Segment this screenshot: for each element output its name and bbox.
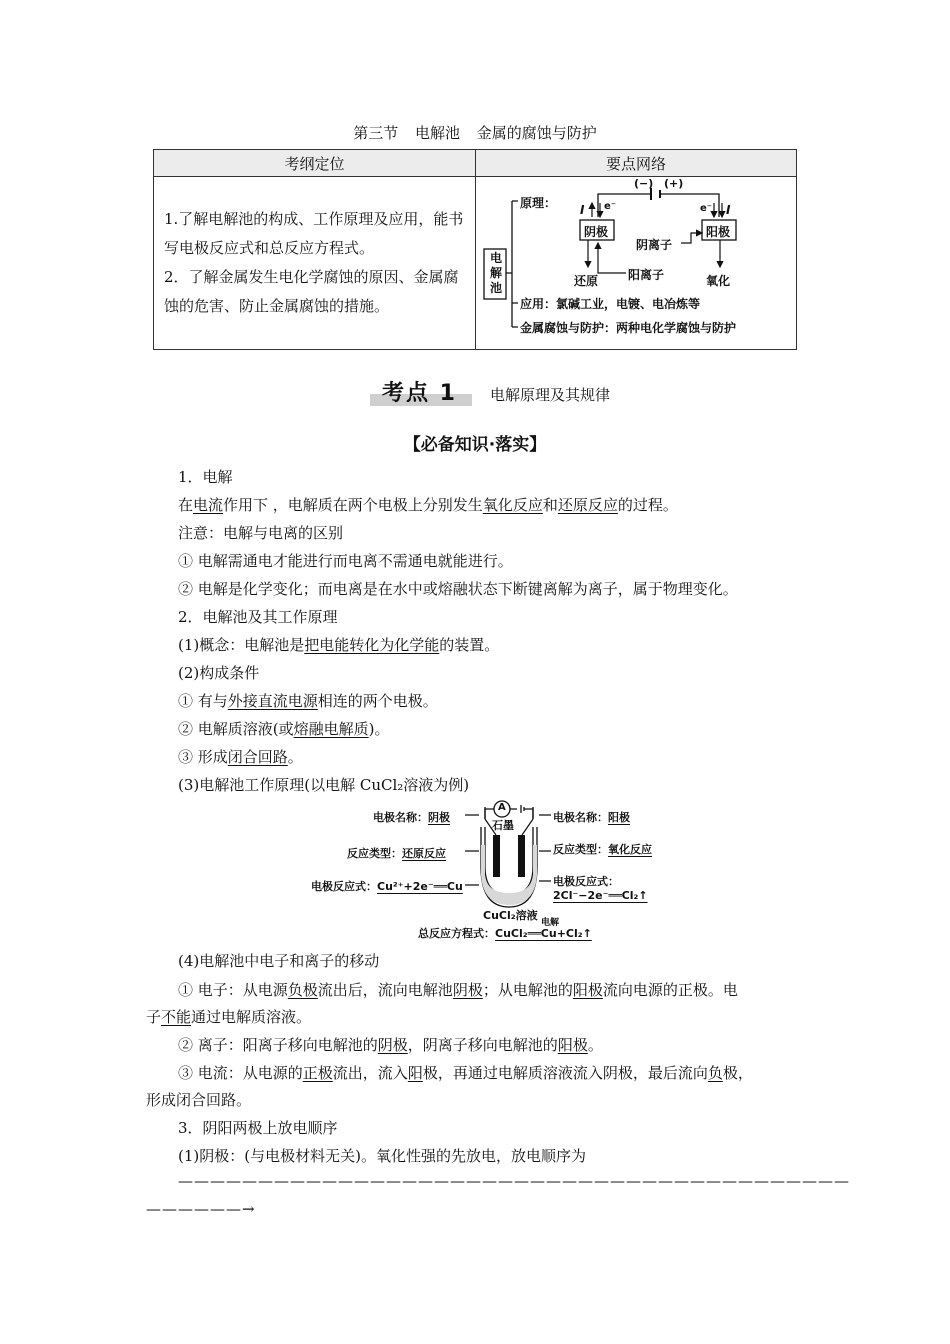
blank-answer: 不能 xyxy=(161,1008,192,1026)
section-number: 第三节 xyxy=(353,124,399,142)
text: ② 电解质溶液(或 xyxy=(178,720,294,738)
text: )。 xyxy=(368,720,390,738)
conditions-heading: (2)构成条件 xyxy=(178,664,260,682)
blank-answer: 外接直流电源 xyxy=(227,692,318,710)
blank-answer: 阴极 xyxy=(452,981,483,999)
note-line: 注意：电解与电离的区别 xyxy=(178,524,344,542)
text: 极， xyxy=(722,1064,753,1082)
note-2: ② 电解是化学变化；而电离是在水中或熔融状态下断键离解为离子，属于物理变化。 xyxy=(178,580,738,598)
topic-electrolysis: 电解池 xyxy=(414,124,460,142)
blank-answer: 负 xyxy=(707,1064,723,1082)
cation-label: 阳离子 xyxy=(628,268,665,282)
cathode-equation: Cu²⁺+2e⁻══Cu xyxy=(377,880,463,893)
text: 子 xyxy=(146,1008,162,1026)
positive-terminal: (+) xyxy=(664,177,684,190)
right-type-line xyxy=(553,841,652,857)
right-name-line xyxy=(553,809,630,825)
blank-answer: 电流 xyxy=(193,496,224,514)
topic-corrosion: 金属的腐蚀与防护 xyxy=(476,124,597,142)
blank-answer: 闭合回路 xyxy=(227,748,288,766)
condition-3 xyxy=(178,746,303,767)
text: 的过程。 xyxy=(617,496,678,514)
total-equation-line xyxy=(418,925,592,941)
application-label: 应用：氯碱工业，电镀、电冶炼等 xyxy=(520,297,701,311)
total-equation: CuCl₂══Cu+Cl₂↑ xyxy=(495,927,592,940)
electrolysis-figure xyxy=(305,797,675,947)
condition-2 xyxy=(178,718,390,739)
anode-equation-text: 2Cl⁻−2e⁻══Cl₂↑ xyxy=(553,889,648,902)
current-left: I xyxy=(580,203,585,217)
anode-name: 阳极 xyxy=(608,811,630,824)
cathode-box: 阴极 xyxy=(584,225,609,239)
syllabus-cell xyxy=(154,177,476,350)
anode-equation xyxy=(553,889,648,902)
label: 总反应方程式： xyxy=(418,927,495,940)
text: 流出，流入 xyxy=(332,1064,408,1082)
blank-answer: 负极 xyxy=(287,981,318,999)
electron-left: e⁻ xyxy=(604,201,617,212)
outline-table xyxy=(153,149,797,350)
text: 。 xyxy=(587,1036,603,1054)
cathode-order-line: (1)阴极：(与电极材料无关)。氧化性强的先放电，放电顺序为 xyxy=(178,1147,586,1165)
current-line-2: 形成闭合回路。 xyxy=(146,1091,252,1109)
text: (1)概念：电解池是 xyxy=(178,636,305,654)
kaodian-title: 电解原理及其规律 xyxy=(490,386,611,404)
oxidation-reaction: 氧化反应 xyxy=(608,843,652,856)
text: ；从电解池的 xyxy=(482,981,573,999)
reduction-reaction: 还原反应 xyxy=(402,847,446,860)
text: 和 xyxy=(542,496,558,514)
header-syllabus: 考纲定位 xyxy=(154,150,476,177)
label: 电极名称： xyxy=(373,811,428,824)
note-1: ① 电解需通电才能进行而电离不需通电就能进行。 xyxy=(178,552,513,570)
anode-box: 阳极 xyxy=(706,225,731,239)
oxidation-label: 氧化 xyxy=(706,274,731,288)
cathode-name: 阴极 xyxy=(428,811,450,824)
label: 电极名称： xyxy=(553,811,608,824)
root-electrolytic-cell: 电解池 xyxy=(489,251,502,295)
principle-label: 原理： xyxy=(520,196,557,210)
heading-electrolysis: 1．电解 xyxy=(178,468,233,486)
electron-line-2 xyxy=(146,1006,311,1027)
text: 相连的两个电极。 xyxy=(317,692,438,710)
concept-line xyxy=(178,634,499,655)
heading-cell: 2．电解池及其工作原理 xyxy=(178,608,338,626)
page-title xyxy=(0,122,950,143)
blank-answer: 还原反应 xyxy=(557,496,618,514)
left-equation-line xyxy=(311,878,463,894)
blank-answer: 阴极 xyxy=(377,1036,408,1054)
text: 通过电解质溶液。 xyxy=(191,1008,312,1026)
text: 作用下 ，电解质在两个电极上分别发生 xyxy=(223,496,483,514)
text: ③ 形成 xyxy=(178,748,228,766)
blank-answer: 熔融电解质 xyxy=(293,720,369,738)
ammeter-symbol: A xyxy=(498,802,506,813)
negative-terminal: (−) xyxy=(634,177,654,190)
principle-heading: (3)电解池工作原理(以电解 CuCl₂溶液为例) xyxy=(178,776,470,794)
text: ① 电子：从电源 xyxy=(178,981,288,999)
text: 的装置。 xyxy=(439,636,500,654)
text: 。 xyxy=(287,748,303,766)
right-equation-label: 电极反应式： xyxy=(553,875,619,888)
text: ① 有与 xyxy=(178,692,228,710)
text: ，阴离子移向电解池的 xyxy=(407,1036,558,1054)
movement-heading: (4)电解池中电子和离子的移动 xyxy=(178,952,380,970)
header-network: 要点网络 xyxy=(476,150,797,177)
current-right: I xyxy=(726,203,731,217)
text: 在 xyxy=(178,496,194,514)
electron-right: e⁻ xyxy=(700,203,713,214)
text: ② 离子：阳离子移向电解池的 xyxy=(178,1036,378,1054)
label: 反应类型： xyxy=(347,847,402,860)
answer-blank-line-1: —————————————————————————————————————————— xyxy=(178,1172,850,1190)
left-name-line xyxy=(373,809,450,825)
solution-label: CuCl₂溶液 xyxy=(483,909,538,922)
label: 反应类型： xyxy=(553,843,608,856)
text: 流向电源的正极。电 xyxy=(602,981,738,999)
blank-answer: 氧化反应 xyxy=(482,496,543,514)
ion-line xyxy=(178,1034,603,1055)
goal-1: 1.了解电解池的构成、工作原理及应用，能书写电极反应式和总反应方程式。 xyxy=(164,210,464,257)
left-type-line xyxy=(347,845,446,861)
kaodian-label: 考点 1 xyxy=(382,381,457,406)
text: ③ 电流：从电源的 xyxy=(178,1064,303,1082)
network-cell xyxy=(476,177,797,350)
goal-2: 2．了解金属发生电化学腐蚀的原因、金属腐蚀的危害、防止金属腐蚀的措施。 xyxy=(164,268,459,315)
anion-label: 阴离子 xyxy=(636,238,673,252)
blank-answer: 阳极 xyxy=(572,981,603,999)
electrolysis-condition: 电解 xyxy=(541,918,560,928)
reduction-label: 还原 xyxy=(574,274,599,288)
definition-line xyxy=(178,494,678,515)
blank-answer: 阳 xyxy=(407,1064,423,1082)
text: 极，再通过电解质溶液流入阴极，最后流向 xyxy=(422,1064,708,1082)
electron-line-1 xyxy=(178,979,738,1000)
answer-blank-line-2: ——————→ xyxy=(146,1200,256,1218)
blank-answer: 阳极 xyxy=(557,1036,588,1054)
discharge-heading: 3．阴阳两极上放电顺序 xyxy=(178,1119,338,1137)
graphite-label: 石墨 xyxy=(492,819,514,832)
current-line-1 xyxy=(178,1062,753,1083)
concept-network-diagram xyxy=(476,177,796,349)
condition-1 xyxy=(178,690,438,711)
blank-answer: 正极 xyxy=(302,1064,333,1082)
text: 流出后，流向电解池 xyxy=(317,981,453,999)
corrosion-label: 金属腐蚀与防护：两种电化学腐蚀与防护 xyxy=(520,321,737,335)
section-head: 【必备知识·落实】 xyxy=(403,435,547,455)
label: 电极反应式： xyxy=(311,880,377,893)
blank-answer: 把电能转化为化学能 xyxy=(304,636,440,654)
